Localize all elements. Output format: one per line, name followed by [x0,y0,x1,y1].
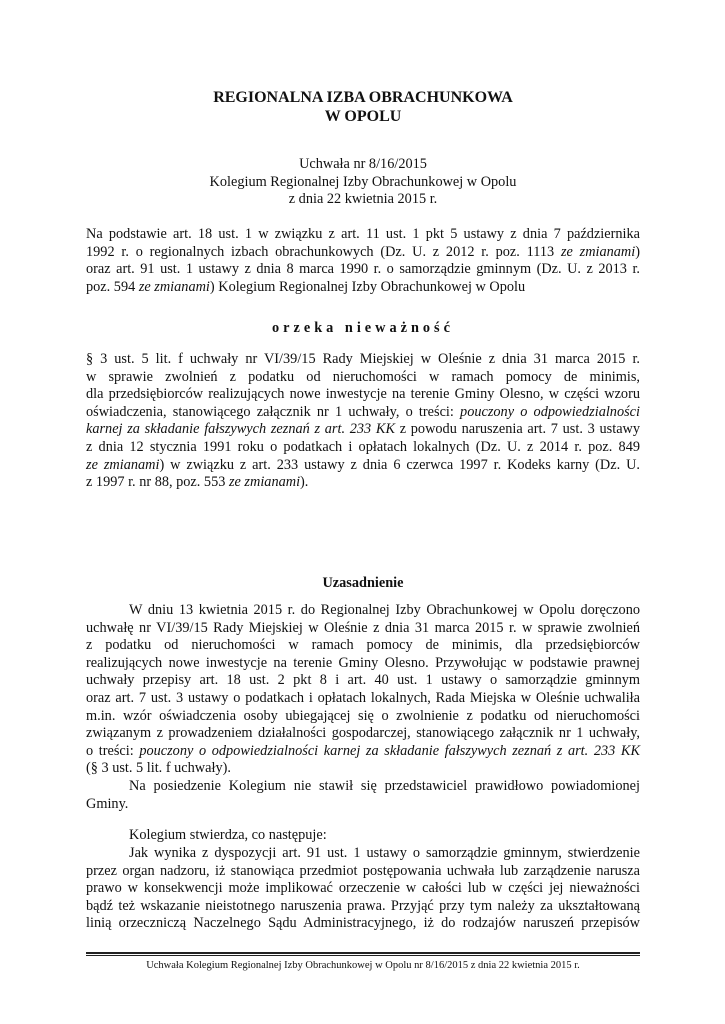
legal-basis-paragraph [86,226,640,296]
text-line: związanym z prowadzeniem działalności gospodarczej, stanowiącego załącznik nr 1 uchwały, [86,725,640,742]
decision-heading: orzeka nieważność [272,320,454,336]
text-line: w sprawie zwolnień z podatku od nieruchomości w ramach pomocy de minimis, [86,368,640,385]
text-line: dla przedsiębiorców realizujących nowe inwestycje na terenie Gminy Olesno, w części wzoru [86,386,640,403]
justification-paragraph-1 [86,602,640,778]
text-line: poz. 594 ze zmianami) Kolegium Regionalnej Izby Obrachunkowej w Opolu [86,278,526,295]
text-line: uchwały przepisy art. 18 ust. 2 pkt 8 i art. 40 ust. 1 ustawy o samorządzie gminnym [86,672,640,689]
text-line: linią orzeczniczą Naczelnego Sądu Administracyjnego, iż do rodzajów naruszeń przepisów [86,915,640,932]
text-line: Jak wynika z dyspozycji art. 91 ust. 1 ustawy o samorządzie gminnym, stwierdzenie [129,845,640,861]
resolution-number: Uchwała nr 8/16/2015 [299,156,427,172]
text-line: z podatku od nieruchomości w ramach pomocy de minimis, dla przedsiębiorców [86,637,640,654]
title-line-2: W OPOLU [324,108,402,125]
text-line: ze zmianami) w związku z art. 233 ustawy z dnia 6 czerwca 1997 r. Kodeks karny (Dz. U. [86,456,640,473]
text-line: oraz art. 91 ust. 1 ustawy z dnia 8 marca 1990 r. o samorządzie gminnym (Dz. U. z 2013 r. [86,261,640,278]
footer-divider-thin [86,955,640,956]
justification-paragraph-4 [86,845,640,933]
text-line: W dniu 13 kwietnia 2015 r. do Regionalnej Izby Obrachunkowej w Opolu doręczono [129,602,640,618]
text-line: Kolegium stwierdza, co następuje: [129,827,327,843]
footer-divider [86,952,640,954]
justification-paragraph-2 [86,778,640,813]
resolution-body: Kolegium Regionalnej Izby Obrachunkowej w Opolu [209,173,517,190]
resolution-header [86,156,640,209]
text-line: oświadczenia, stanowiącego załącznik nr 1 uchwały, o treści: pouczony o odpowiedzialności [86,403,640,420]
text-line: Gminy. [86,795,129,812]
title-line-1: REGIONALNA IZBA OBRACHUNKOWA [213,89,513,106]
text-line: § 3 ust. 5 lit. f uchwały nr VI/39/15 Rady Miejskiej w Oleśnie z dnia 31 marca 2015 r. [86,351,640,367]
text-line: o treści: pouczony o odpowiedzialności karnej za składanie fałszywych zeznań z art. 233 KK [86,742,640,759]
text-line: przez organ nadzoru, iż stanowiąca przedmiot postępowania uchwała lub zarządzenie narusza [86,862,640,879]
justification-paragraph-3 [86,827,640,845]
text-line: (§ 3 ust. 5 lit. f uchwały). [86,760,231,777]
document-title [86,88,640,126]
text-line: 1992 r. o regionalnych izbach obrachunkowych (Dz. U. z 2012 r. poz. 1113 ze zmianami) [86,243,640,260]
text-line: prawo w konsekwencji może implikować orzeczenie w całości lub w części jej nieważności [86,880,640,897]
text-line: m.in. wzór oświadczenia osoby ubiegającej się o zwolnienie z podatku od nieruchomości [86,707,640,724]
text-line: karnej za składanie fałszywych zeznań z art. 233 KK z powodu naruszenia art. 7 ust. 3 ustawy [86,421,641,438]
text-line: Na posiedzenie Kolegium nie stawił się przedstawiciel prawidłowo powiadomionej [129,778,640,794]
text-line: bądź też wskazanie nieistotnego naruszenia prawa. Przyjąć przy tym należy za ukształtowaną [86,897,640,914]
text-line: z 1997 r. nr 88, poz. 553 ze zmianami). [86,474,309,491]
justification-heading: Uzasadnienie [322,575,404,591]
decision-paragraph [86,351,640,492]
text-line: oraz art. 7 ust. 3 ustawy o podatkach i opłatach lokalnych, Rada Miejska w Oleśnie uchwaliła [86,689,640,706]
page-footer: Uchwała Kolegium Regionalnej Izby Obrachunkowej w Opolu nr 8/16/2015 z dnia 22 kwietnia 2015 r. [146,960,580,971]
resolution-date: z dnia 22 kwietnia 2015 r. [288,191,438,208]
text-line: Na podstawie art. 18 ust. 1 w związku z art. 11 ust. 1 pkt 5 ustawy z dnia 7 października [86,226,640,242]
text-line: uchwałę nr VI/39/15 Rady Miejskiej w Oleśnie z dnia 31 marca 2015 r. w sprawie zwolnień [86,619,640,636]
text-line: z dnia 12 stycznia 1991 roku o podatkach i opłatach lokalnych (Dz. U. z 2014 r. poz. 849 [86,438,640,455]
text-line: realizujących nowe inwestycje na terenie Gminy Olesno. Przywołując w podstawie prawnej [86,654,640,671]
